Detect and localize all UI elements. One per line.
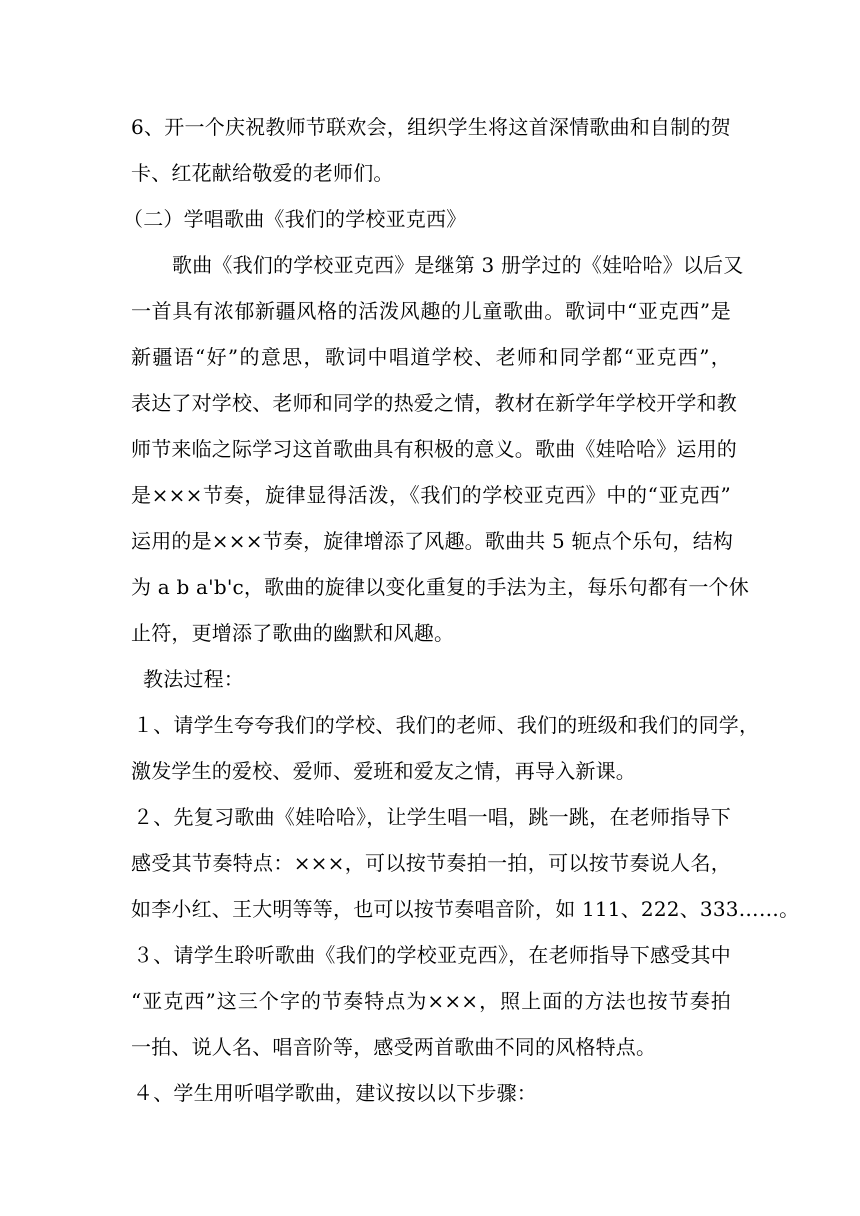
paragraph-line: 表达了对学校、老师和同学的热爱之情，教材在新学年学校开学和教 [131, 391, 737, 415]
paragraph-line: 一拍、说人名、唱音阶等，感受两首歌曲不同的风格特点。 [131, 1035, 657, 1059]
list-item: ２、先复习歌曲《娃哈哈》，让学生唱一唱，跳一跳，在老师指导下 [133, 805, 731, 829]
paragraph-line: 新疆语“好”的意思，歌词中唱道学校、老师和同学都“亚克西”， [131, 345, 731, 369]
list-item: ４、学生用听唱学歌曲，建议按以以下步骤： [133, 1081, 537, 1105]
paragraph-line: “亚克西”这三个字的节奏特点为×××，照上面的方法也按节奏拍 [131, 989, 731, 1013]
paragraph-line: 运用的是×××节奏，旋律增添了风趣。歌曲共 5 轭点个乐句，结构 [131, 529, 734, 553]
paragraph-line: 一首具有浓郁新疆风格的活泼风趣的儿童歌曲。歌词中“亚克西”是 [131, 299, 731, 323]
list-item: １、请学生夸夸我们的学校、我们的老师、我们的班级和我们的同学， [133, 713, 760, 737]
section-heading: （二）学唱歌曲《我们的学校亚克西》 [123, 207, 467, 231]
paragraph-line: 止符，更增添了歌曲的幽默和风趣。 [131, 621, 455, 645]
paragraph-line: 6、开一个庆祝教师节联欢会，组织学生将这首深情歌曲和自制的贺 [131, 115, 731, 139]
paragraph-line: 是×××节奏，旋律显得活泼，《我们的学校亚克西》中的“亚克西” [131, 483, 731, 507]
paragraph-line: 激发学生的爱校、爱师、爱班和爱友之情，再导入新课。 [131, 759, 636, 783]
paragraph-line: 感受其节奏特点：×××，可以按节奏拍一拍，可以按节奏说人名， [131, 851, 731, 875]
paragraph-line: 为 a b a'b'c，歌曲的旋律以变化重复的手法为主，每乐句都有一个休 [131, 575, 749, 599]
paragraph-line: 师节来临之际学习这首歌曲具有积极的意义。歌曲《娃哈哈》运用的 [131, 437, 737, 461]
list-item: ３、请学生聆听歌曲《我们的学校亚克西》，在老师指导下感受其中 [133, 943, 731, 967]
paragraph-line: 歌曲《我们的学校亚克西》是继第 3 册学过的《娃哈哈》以后又 [172, 253, 744, 277]
section-heading: 教法过程： [143, 667, 244, 691]
paragraph-line: 卡、红花献给敬爱的老师们。 [131, 161, 394, 185]
paragraph-line: 如李小红、王大明等等，也可以按节奏唱音阶，如 111、222、333……。 [131, 897, 800, 921]
